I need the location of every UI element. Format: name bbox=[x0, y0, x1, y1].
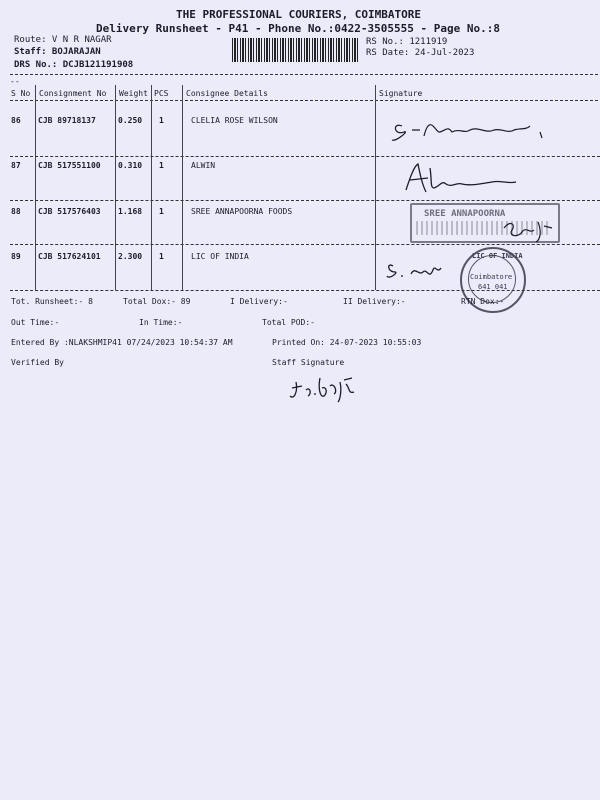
printed-on: Printed On: 24-07-2023 10:55:03 bbox=[272, 338, 422, 347]
row-weight: 1.168 bbox=[118, 207, 143, 216]
rtn-dox: RTN Dox:- bbox=[461, 297, 505, 306]
row-weight: 0.250 bbox=[118, 116, 143, 125]
row-pcs: 1 bbox=[159, 161, 164, 170]
seal-text-top: LIC OF INDIA bbox=[472, 252, 523, 260]
entered-by: Entered By :NLAKSHMIP41 07/24/2023 10:54:37 AM bbox=[11, 338, 233, 347]
col-header-signature: Signature bbox=[379, 89, 423, 98]
rs-date: RS Date: 24-Jul-2023 bbox=[366, 48, 475, 58]
rs-number: RS No.: 1211919 bbox=[366, 37, 448, 47]
total-dox: Total Dox:- 89 bbox=[123, 297, 191, 306]
row-consignee: ALWIN bbox=[191, 161, 216, 170]
row-divider bbox=[10, 200, 600, 201]
row-consignee: LIC OF INDIA bbox=[191, 252, 249, 261]
verified-by: Verified By bbox=[11, 358, 64, 367]
row-sno: 88 bbox=[11, 207, 21, 216]
col-header-consignment: Consignment No bbox=[39, 89, 107, 98]
col-header-consignee: Consignee Details bbox=[186, 89, 268, 98]
signature-handwritten bbox=[385, 254, 465, 288]
ii-delivery: II Delivery:- bbox=[343, 297, 406, 306]
column-line bbox=[115, 85, 116, 290]
row-sno: 87 bbox=[11, 161, 21, 170]
row-sno: 86 bbox=[11, 116, 21, 125]
staff-label: Staff: BOJARAJAN bbox=[14, 47, 101, 57]
tot-runsheet: Tot. Runsheet:- 8 bbox=[11, 297, 93, 306]
col-header-pcs: PCS bbox=[154, 89, 169, 98]
column-line bbox=[35, 85, 36, 290]
seal-city: Coimbatore bbox=[470, 273, 513, 281]
col-header-weight: Weight bbox=[119, 89, 148, 98]
row-pcs: 1 bbox=[159, 207, 164, 216]
drs-number: DRS No.: DCJB121191908 bbox=[14, 60, 134, 70]
signature-handwritten bbox=[390, 108, 560, 152]
row-divider bbox=[10, 244, 600, 245]
row-divider bbox=[10, 290, 600, 291]
staff-signature-handwritten bbox=[288, 372, 368, 410]
in-time: In Time:- bbox=[139, 318, 183, 327]
seal-pin: 641 041 bbox=[478, 283, 508, 291]
i-delivery: I Delivery:- bbox=[230, 297, 288, 306]
row-weight: 0.310 bbox=[118, 161, 143, 170]
column-line bbox=[151, 85, 152, 290]
route-label: Route: V N R NAGAR bbox=[14, 35, 112, 45]
row-weight: 2.300 bbox=[118, 252, 143, 261]
barcode-image bbox=[232, 38, 360, 62]
row-consignment: CJB 517576403 bbox=[38, 207, 101, 216]
signature-handwritten bbox=[500, 214, 560, 248]
row-divider bbox=[10, 156, 600, 157]
row-consignment: CJB 89718137 bbox=[38, 116, 96, 125]
out-time: Out Time:- bbox=[11, 318, 60, 327]
column-line bbox=[182, 85, 183, 290]
column-line bbox=[375, 85, 376, 290]
divider-stub: -- bbox=[10, 77, 20, 86]
total-pod: Total POD:- bbox=[262, 318, 315, 327]
row-pcs: 1 bbox=[159, 252, 164, 261]
row-sno: 89 bbox=[11, 252, 21, 261]
divider-header bbox=[10, 100, 598, 101]
row-consignee: SREE ANNAPOORNA FOODS bbox=[191, 207, 293, 216]
runsheet-title: Delivery Runsheet - P41 - Phone No.:0422-3505555 - Page No.:8 bbox=[96, 22, 500, 35]
row-pcs: 1 bbox=[159, 116, 164, 125]
row-consignment: CJB 517551100 bbox=[38, 161, 101, 170]
col-header-sno: S No bbox=[11, 89, 31, 98]
row-consignment: CJB 517624101 bbox=[38, 252, 101, 261]
stamp-text: SREE ANNAPOORNA bbox=[424, 209, 506, 219]
staff-signature-label: Staff Signature bbox=[272, 358, 345, 367]
divider-top bbox=[10, 74, 598, 75]
row-consignee: CLELIA ROSE WILSON bbox=[191, 116, 278, 125]
signature-handwritten bbox=[400, 158, 530, 202]
company-title: THE PROFESSIONAL COURIERS, COIMBATORE bbox=[176, 8, 422, 21]
